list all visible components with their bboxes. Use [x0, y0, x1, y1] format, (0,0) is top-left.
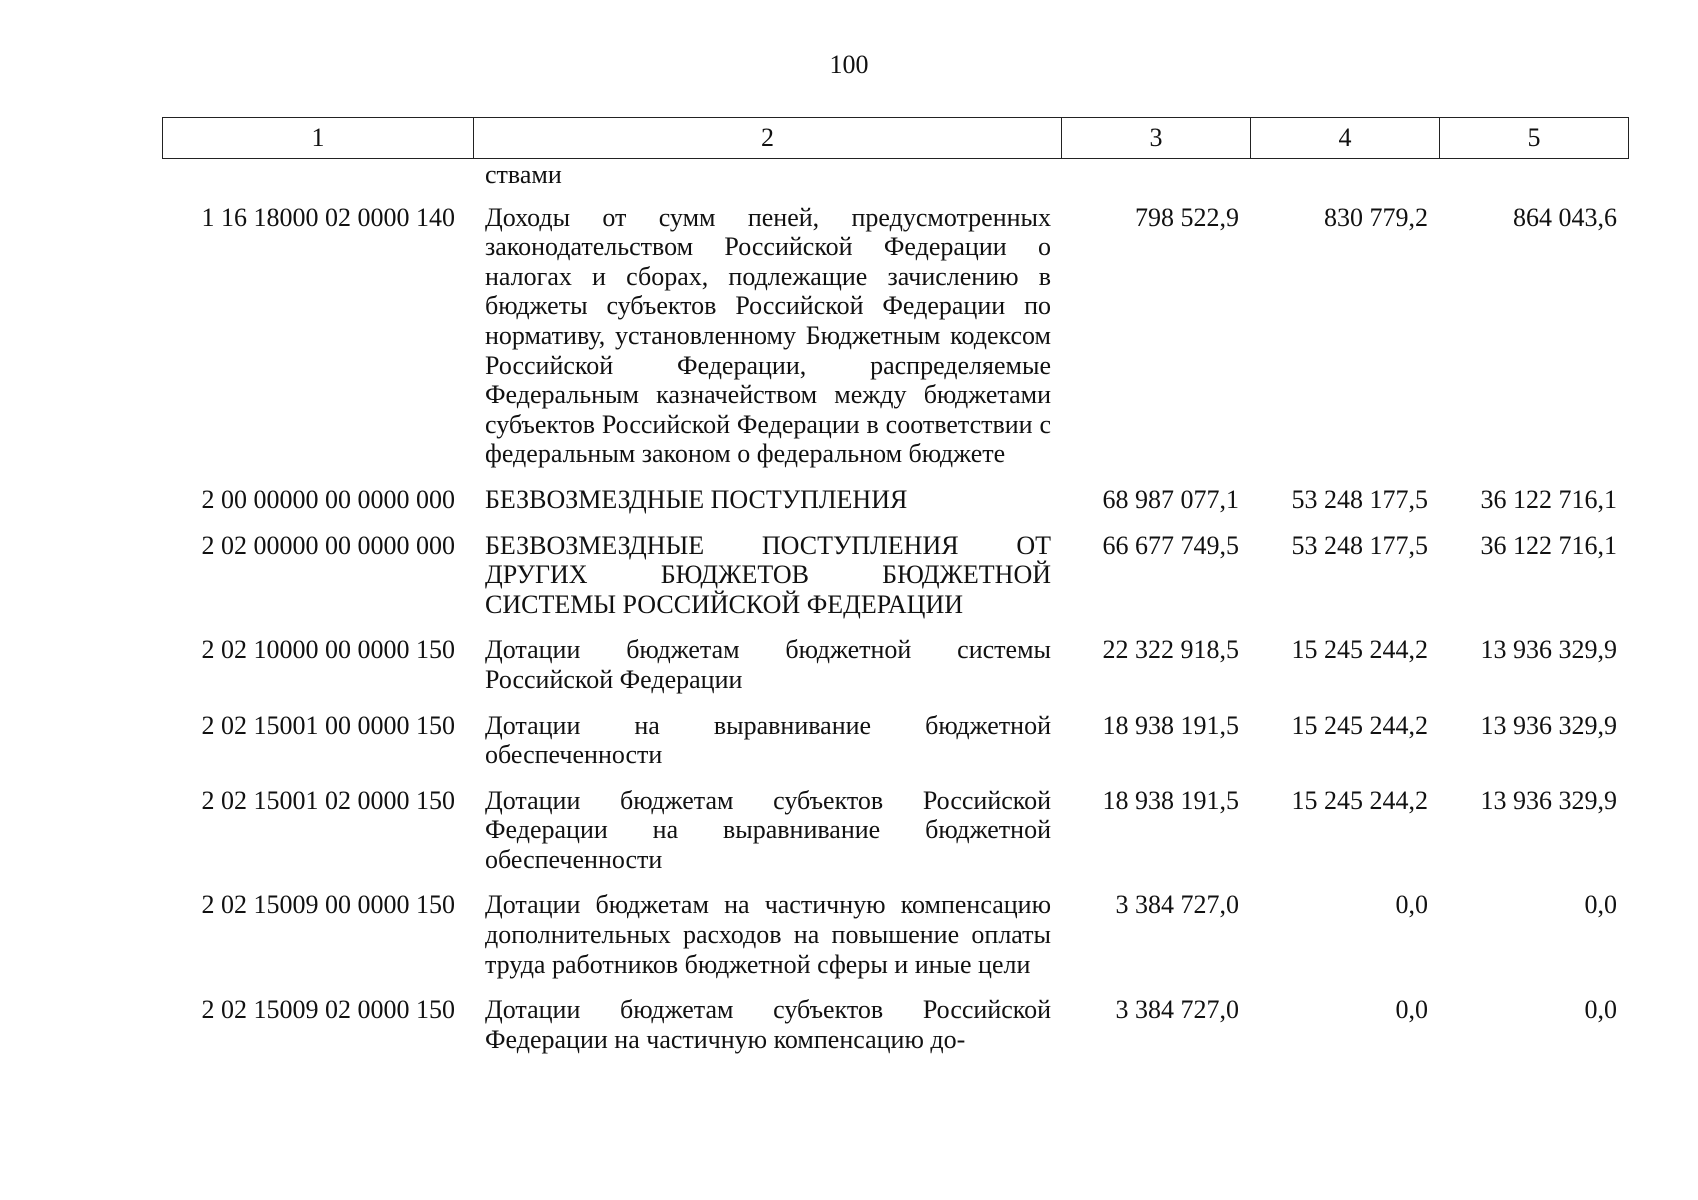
row-name: БЕЗВОЗМЕЗДНЫЕ ПОСТУПЛЕНИЯ — [485, 484, 908, 514]
row-code: 2 02 15001 00 0000 150 — [201, 710, 455, 740]
row-value-col5: 0,0 — [1584, 995, 1617, 1025]
column-header-1: 1 — [163, 118, 474, 159]
row-code: 2 00 00000 00 0000 000 — [201, 484, 455, 514]
row-value-col5: 13 936 329,9 — [1480, 710, 1617, 740]
row-value-col5: 13 936 329,9 — [1480, 785, 1617, 815]
row-value-col4: 15 245 244,2 — [1291, 710, 1428, 740]
table-row — [162, 883, 1628, 988]
row-value-col4: 0,0 — [1395, 995, 1428, 1025]
row-value-col4: 0,0 — [1395, 890, 1428, 920]
row-value-col5: 36 122 716,1 — [1480, 530, 1617, 560]
row-code: 2 02 15001 02 0000 150 — [201, 785, 455, 815]
table-row — [162, 628, 1628, 703]
row-value-col4: 15 245 244,2 — [1291, 635, 1428, 665]
table-cell-empty — [162, 160, 473, 196]
column-header-table — [162, 117, 1629, 159]
table-cell-empty — [1250, 160, 1439, 196]
row-value-col5: 0,0 — [1584, 890, 1617, 920]
column-header-5: 5 — [1440, 118, 1629, 159]
row-name: Дотации бюджетам на частичную компенсацию дополнительных расходов на повышение оплаты труда работников бюджетной сферы и иные цели — [485, 890, 1051, 979]
row-name: БЕЗВОЗМЕЗДНЫЕ ПОСТУПЛЕНИЯ ОТ ДРУГИХ БЮДЖЕТОВ БЮДЖЕТНОЙ СИСТЕМЫ РОССИЙСКОЙ ФЕДЕРАЦИИ — [485, 530, 1051, 619]
row-name: Доходы от сумм пеней, предусмотренных законодательством Российской Федерации о налогах и сборах, подлежащие зачислению в бюджеты субъектов Российской Федерации по нормативу, установленному Бюджетным кодексом Российской Федерации, распределяемые Федеральным казначейством между бюджетами субъектов Российской Федерации в соответствии с федеральным законом о федеральном бюджете — [485, 202, 1051, 469]
table-row — [162, 704, 1628, 779]
budget-table — [162, 160, 1628, 1063]
table-row — [162, 779, 1628, 884]
row-code: 2 02 10000 00 0000 150 — [201, 635, 455, 665]
row-name: Дотации бюджетам бюджетной системы Российской Федерации — [485, 635, 1051, 694]
row-value-col3: 18 938 191,5 — [1102, 785, 1239, 815]
row-name: Дотации бюджетам субъектов Российской Федерации на частичную компенсацию до- — [485, 995, 1051, 1054]
row-value-col3: 18 938 191,5 — [1102, 710, 1239, 740]
table-cell-empty — [1439, 160, 1628, 196]
row-value-col4: 53 248 177,5 — [1291, 530, 1428, 560]
column-header-2: 2 — [474, 118, 1062, 159]
continuation-row — [162, 160, 1628, 196]
row-value-col5: 36 122 716,1 — [1480, 484, 1617, 514]
row-value-col5: 13 936 329,9 — [1480, 635, 1617, 665]
row-value-col3: 3 384 727,0 — [1115, 995, 1239, 1025]
row-code: 2 02 00000 00 0000 000 — [201, 530, 455, 560]
table-row — [162, 478, 1628, 524]
row-value-col3: 798 522,9 — [1135, 202, 1239, 232]
table-row — [162, 524, 1628, 629]
row-value-col3: 3 384 727,0 — [1115, 890, 1239, 920]
row-value-col3: 68 987 077,1 — [1102, 484, 1239, 514]
row-value-col3: 66 677 749,5 — [1102, 530, 1239, 560]
row-value-col4: 830 779,2 — [1324, 202, 1428, 232]
row-code: 1 16 18000 02 0000 140 — [201, 202, 455, 232]
row-name: Дотации на выравнивание бюджетной обеспеченности — [485, 710, 1051, 770]
column-header-row — [163, 118, 1629, 159]
table-cell-empty — [1061, 160, 1250, 196]
row-code: 2 02 15009 00 0000 150 — [201, 890, 455, 920]
row-code: 2 02 15009 02 0000 150 — [201, 995, 455, 1025]
table-row — [162, 196, 1628, 478]
row-value-col4: 15 245 244,2 — [1291, 785, 1428, 815]
page-number: 100 — [829, 50, 869, 79]
column-header-3: 3 — [1062, 118, 1251, 159]
table-row — [162, 988, 1628, 1063]
row-value-col5: 864 043,6 — [1513, 202, 1617, 232]
row-name: Дотации бюджетам субъектов Российской Федерации на выравнивание бюджетной обеспеченности — [485, 785, 1051, 874]
row-value-col3: 22 322 918,5 — [1102, 635, 1239, 665]
column-header-4: 4 — [1251, 118, 1440, 159]
continuation-text: ствами — [485, 160, 562, 189]
row-value-col4: 53 248 177,5 — [1291, 484, 1428, 514]
